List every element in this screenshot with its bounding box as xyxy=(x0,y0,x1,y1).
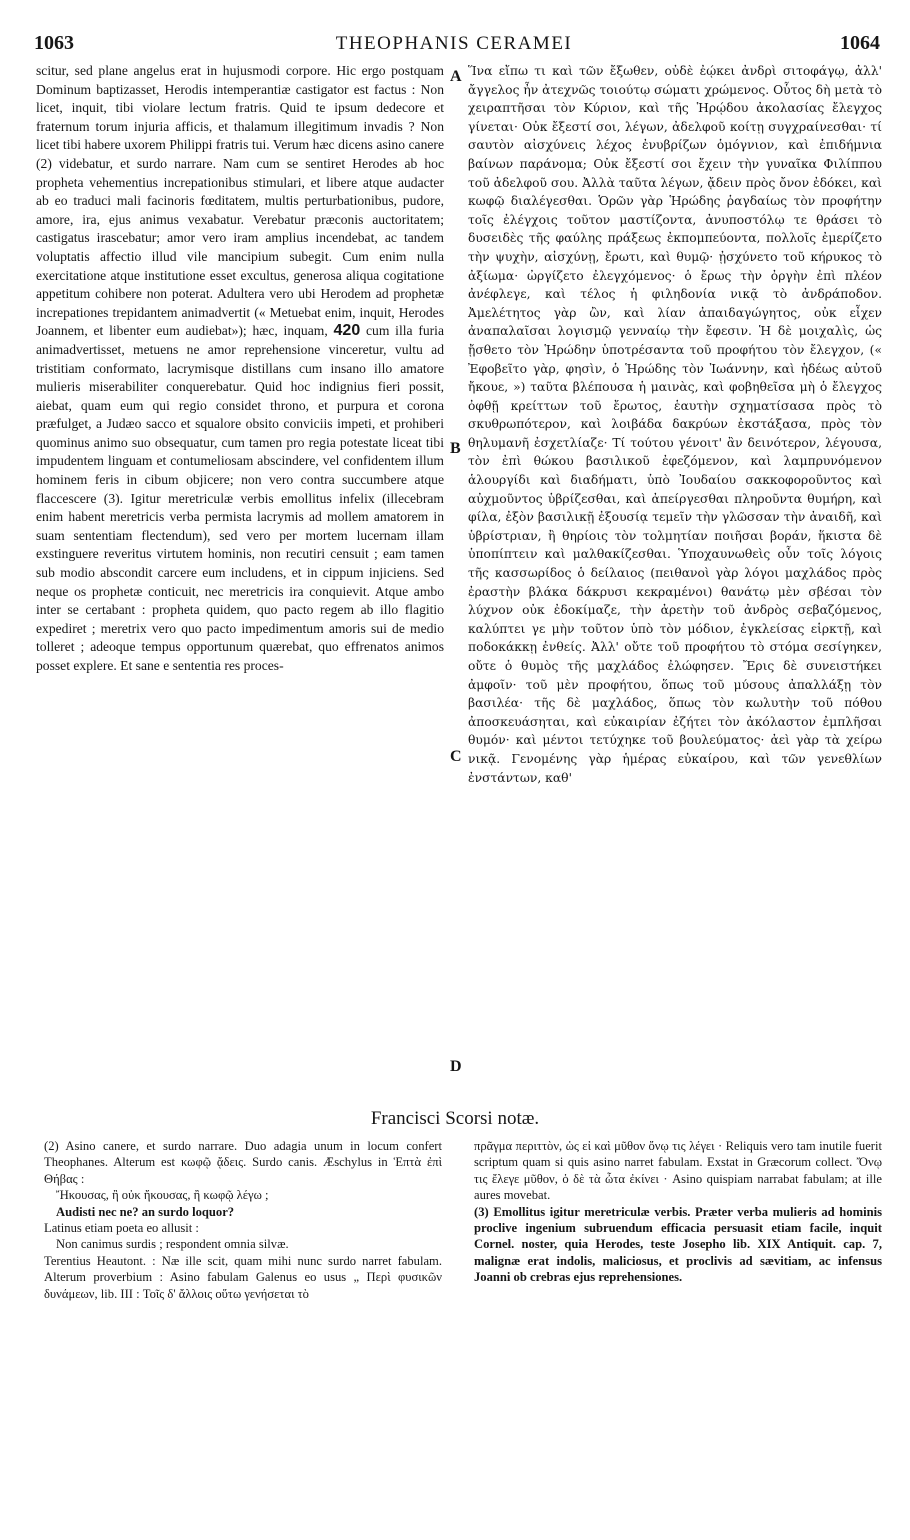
note-latin-poet: Latinus etiam poeta eo allusit : xyxy=(44,1221,199,1236)
latin-text-part2: cum illa furia animadvertisset, metuens ne amor reprehensione vinceretur, vultu ad tristitiam conformato, lacrymisque distillans cum insano illo amatore mulieris miserabiliter conquerebatur. Quid hoc indignius fieri possit, aiebat, quam eum qui regio considet throno, et purpura et corona præfulget, a Judæo sacco et squalore obsito conviciis impeti, et prohiberi quominus animo suo obsequatur, cum tamen pro regia potestate liceat tibi impudentem linguam et contumeliosam abscindere, vel confidentem illum hominem feris in cibum objicere; non vero contra succumbere atque flaccescere (3). Igitur meretriculæ verbis emollitus infelix (illecebram enim habent meretricis verba permista lacrymis ad mollem amatorem in suam sententiam flectendum), sed vero per mortem lucernam illam exstinguere reveritus virtutem hominis, non recutiri censuit ; eam tamen sub modio abscondit carcere eum includens, et in cippum injiciens. Sed neque os prophetæ conticuit, nec meretricis ira conquievit. Atque ambo inter se certabant : propheta quidem, quo pacto regem ab illo flagitio expediret ; meretrix vero quo pacto impedimentum amoris sui de medio tolleret ; adeoque tempus opportunum quærebat, quo effrenatos animos posset explere. Et sane e sententia res proces- xyxy=(36,323,444,673)
note-greek-quote: Ἤκουσας, ἢ οὐκ ἤκουσας, ἢ κωφῷ λέγω ; xyxy=(56,1188,269,1203)
margin-marker-a: A xyxy=(450,68,462,85)
latin-column xyxy=(36,62,444,676)
note-poet-verse: Non canimus surdis ; respondent omnia silvæ. xyxy=(56,1237,289,1252)
note-2-intro: (2) Asino canere, et surdo narrare. Duo adagia unum in locum confert Theophanes. Alterum est κωφῷ ᾄδεις. Surdo canis. Æschylus in Ἑπτὰ ἐπὶ Θήβας : xyxy=(44,1139,442,1186)
greek-column: Ἵνα εἴπω τι καὶ τῶν ἔξωθεν, οὐδὲ ἐῴκει ἀνδρὶ σιτοφάγῳ, ἀλλ' ἄγγελος ἦν ἀτεχνῶς τοιούτῳ σώματι χρώμενος. Οὗτος δὴ μετὰ τὸ χειραπτῆσαι τὸν Κύριον, καὶ τῆς Ἡρῴδου ἀκολασίας ἔλεγχος γίνεται· Οὐκ ἔξεστί σοι, λέγων, ἀδελφοῦ κοίτῃ συγχραίνεσθαι· τί σαυτὸν αἰσχύνεις λέχος ἐνυβρίζων ὁμόγνιον, καὶ ἐπιδήμνια βαίνων παράνομα; Οὐκ ἔξεστί σοι ἔχειν τὴν γυναῖκα Φιλίππου τοῦ ἀδελφοῦ σου. Ἀλλὰ ταῦτα λέγων, ᾄδειν πρὸς ὄνον ἐδόκει, καὶ κωφῷ διαλέγεσθαι. Ὁρῶν γὰρ Ἡρώδης ῥαγδαίως τὸν προφήτην τοῖς ἐλέγχοις τοῦτον μαστίζοντα, ἀνυποστόλῳ τε θράσει τὸ δυσειδὲς τῆς φαύλης πράξεως ἐκπομπεύοντα, πολλοῖς ἐμερίζετο τὴν ψυχὴν, αἰσχύνῃ, ἔρωτι, καὶ θυμῷ· ᾐσχύνετο τοῦ κήρυκος τὸ ἀξίωμα· ὠργίζετο ἐλεγχόμενος· ὁ ἔρως τὴν ὀργὴν ἐπὶ πλέον ἀνέφλεγε, καὶ τέλος ἡ φιληδονία νικᾷ τὸ ἀνδράποδον. Ἀμελέτητος γὰρ ὢν, καὶ λίαν ἀπαιδαγώγητος, οὐκ εἶχεν ἀναπαλαῖσαι λογισμῷ γενναίῳ τὴν ἔφεσιν. Ἡ δὲ μοιχαλὶς, ὡς ᾔσθετο τὸν Ἡρώδην ὑποτρέσαντα τοῦ προφήτου τὸν ἔλεγχον, (« Ἐφοβεῖτο γὰρ, φησὶν, ὁ Ἡρώδης τὸν Ἰωάννην, καὶ ἡδέως αὐτοῦ ἤκουε, ») ταῦτα βλέπουσα ἡ μαινὰς, καὶ φοβηθεῖσα μὴ ὁ ἔλεγχος ὀφθῇ κρείττων τοῦ ἔρωτος, ἑαυτὴν σχηματίσασα πρὸς τὸ σκυθρωπότερον, καὶ λοιβάδα δακρύων ἐκστάξασα, πρὸς τὸν θηλυμανῆ ἐσχετλίαζε· Τί τούτου γένοιτ' ἂν δεινότερον, λέγουσα, τὸν ἐπὶ θώκου βασιλικοῦ ἐφεζόμενον, καὶ λαμπρυνόμενον ἁλουργίδι καὶ διαδήματι, ὑπὸ Ἰουδαίου σακκοφοροῦντος καὶ αὐχμοῦντος ὑβρίζεσθαι, καὶ ἀπείργεσθαι πληροῦντα θυμήρη, καὶ φίλα, ἐξὸν βασιλικῇ ἐξουσίᾳ τεμεῖν τὴν γλῶσσαν τὴν ἀναιδῆ, καὶ ὑβρίστριαν, ἢ θηρίοις τὸν τολμητίαν ποιῆσαι βοράν, ἥκιστα δὲ ὑποπίπτειν καὶ μαλθακίζεσθαι. Ὑποχαυνωθεὶς οὖν τοῖς λόγοις τῆς κασσωρίδος ὁ δείλαιος (πειθανοὶ γὰρ λόγοι μαχλάδος πρὸς ἐραστὴν βλάκα δάκρυσι κεκραμένοι) θανάτῳ μὲν σβέσαι τὸν λύχνον οὐκ ἐδοκίμαζε, τὴν ἀρετὴν τοῦ ἀνδρὸς σεβαζόμενος, καλύπτει γε μὴν τοῦτον ὑπὸ τὸν μόδιον, ἐγκλείσας εἱρκτῇ, καὶ ποδοκάκκῃ ἐνθείς. Ἀλλ' οὔτε τοῦ προφήτου τὸ στόμα σεσίγηκεν, οὔτε ὁ θυμὸς τῆς μαχλάδος ἐλώφησεν. Ἔρις δὲ συνειστήκει ἀμφοῖν· τοῦ μὲν προφήτου, ὅπως τοῦ μύσους ἀπαλλάξῃ τὸν βασιλέα· τῆς δὲ μαχλάδος, ὅπως τὸν κωλυτὴν τοῦ πόθου ἀποσκευάσηται, καὶ εὐκαιρίαν ἐζήτει τὸν ἀκόλαστον ἐμπλῆσαι θυμόν· καὶ μέντοι τετύχηκε τοῦ βουλεύματος· ἀεὶ γὰρ τὰ χείρω νικᾷ. Γενομένης γὰρ ἡμέρας εὐκαίρου, καὶ τῶν γενεθλίων ἐνστάντων, καθ' xyxy=(468,64,882,785)
latin-text-part1: scitur, sed plane angelus erat in hujusmodi corpore. Hic ergo postquam Dominum baptizasset, Herodis intemperantiæ castigator est factus : Non licet, inquit, tibi violare lectum fratris. Quid te ipsum dedecore et fraternum torum injuria afficis, et thalamum illegitimum invadis ? Non licet tibi habere uxorem Philippi fratris tui. Verum hæc dicens asino canere (2) videbatur, et surdo narrare. Nam cum se sentiret Herodes ab hoc propheta vehementius increpationibus stimulari, et libere atque audacter ab eo traduci mali facinoris fœditatem, multis perturbationibus, pudore, amore, ira, ejus animus vexabatur. Verebatur præconis auctoritatem; castigatus irascebatur; amor vero iram amplius incendebat, ac tandem voluptatis affectio illud vile mancipium subegit. Cum enim nulla exercitatione atque institutione esset excultus, generosa aliqua cogitatione appetitum cohibere non poterat. Adultera vero ubi Herodem ad prophetæ increpationes trepidantem animadvertit (« Metuebat enim, inquit, Herodes Joannem, et libenter eum audiebat»); hæc, inquam, xyxy=(36,63,444,339)
notes-left-column xyxy=(44,1138,442,1302)
editor-column-number: 420 xyxy=(333,322,361,340)
running-title: THEOPHANIS CERAMEI xyxy=(335,33,573,54)
note-latin-quote: Audisti nec ne? an surdo loquor? xyxy=(56,1204,235,1219)
right-page-number: 1064 xyxy=(840,32,880,54)
notes-title: Francisci Scorsi notæ. xyxy=(370,1108,540,1129)
note-3: (3) Emollitus igitur meretriculæ verbis. Præter verba mulieris ad hominis proclive ingenium subruendum efficacia persuasit etiam facile, inquit Cornel. noster, quia Herodes, teste Josepho lib. XIX Antiquit. cap. 7, malignæ erat indolis, maliciosus, et proclivis ad sævitiam, ac infensus Joanni ob crebras ejus reprehensiones. xyxy=(474,1204,882,1285)
notes-right-column xyxy=(474,1138,882,1286)
note-terentius: Terentius Heautont. : Næ ille scit, quam mihi nunc surdo narret fabulam. Alterum proverbium : Asino fabulam Galenus eo usus „ Περὶ φυσικῶν δυνάμεων, lib. III : Τοῖς δ' ἄλλοις οὕτω γενήσεται τὸ xyxy=(44,1253,442,1301)
note-2-continued: πρᾶγμα περιττὸν, ὡς εἰ καὶ μῦθον ὄνῳ τις λέγει · Reliquis vero tam inutile fuerit scriptum quam si quis asino narret fabulam. Exstat in Græcorum collect. Ὄνῳ τις ἔλεγε μῦθον, ὁ δὲ τὰ ὦτα ἐκίνει · Asino quispiam narrabat fabulam; at ille aures movebat. xyxy=(474,1139,882,1203)
margin-marker-c: C xyxy=(450,748,462,765)
margin-marker-d: D xyxy=(450,1058,462,1075)
page-header xyxy=(28,32,880,60)
margin-marker-b: B xyxy=(450,440,461,457)
left-page-number: 1063 xyxy=(34,32,74,54)
